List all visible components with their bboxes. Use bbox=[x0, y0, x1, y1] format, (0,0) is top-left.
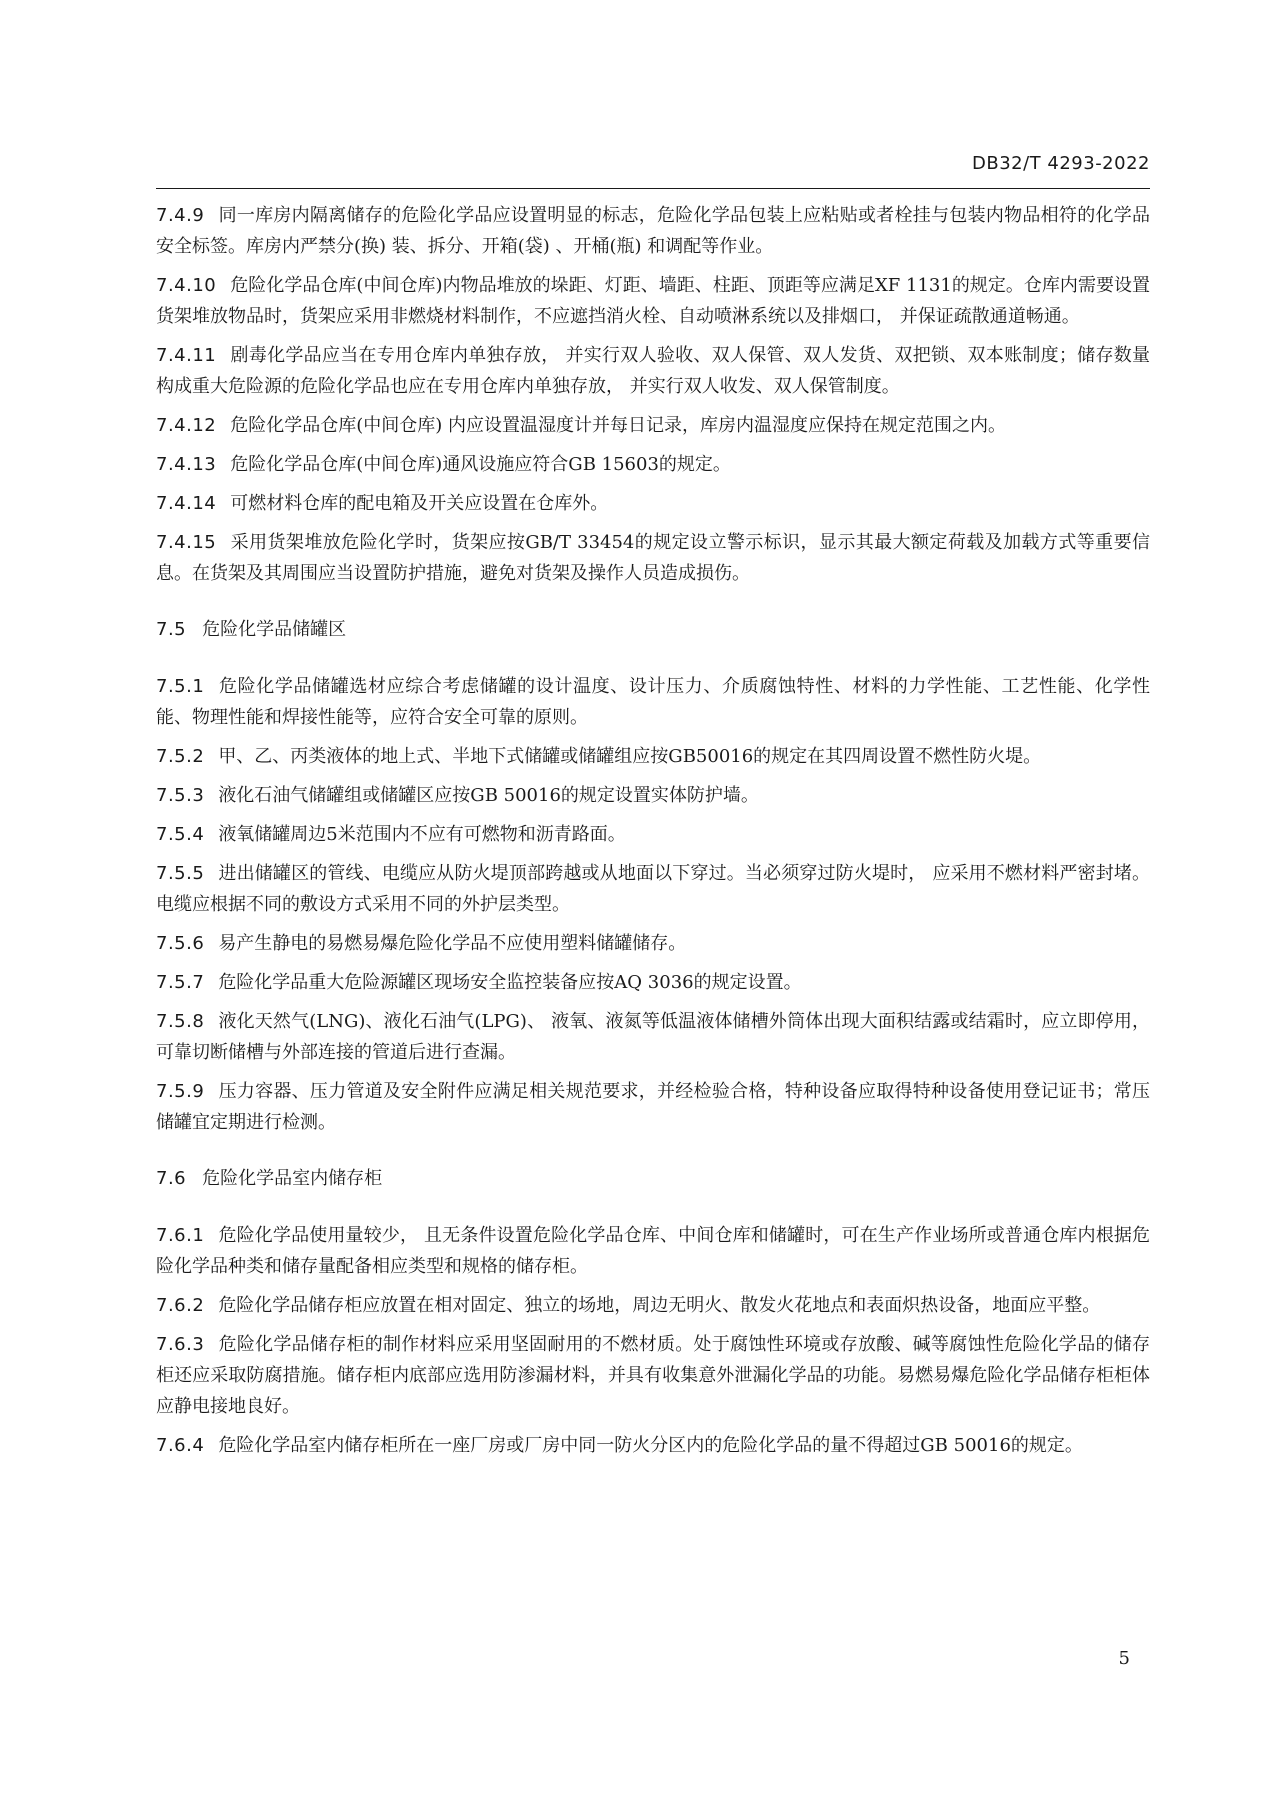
clause-7-6-1 bbox=[156, 1220, 1150, 1282]
clause-number: 7.4.12 bbox=[156, 415, 217, 436]
clause-number: 7.5.9 bbox=[156, 1081, 205, 1102]
clause-number: 7.6.2 bbox=[156, 1295, 205, 1316]
clause-text: 危险化学品仓库(中间仓库)通风设施应符合GB 15603的规定。 bbox=[230, 454, 731, 475]
clause-7-5-2 bbox=[156, 741, 1150, 772]
clause-7-5-3 bbox=[156, 780, 1150, 811]
clause-7-6-2 bbox=[156, 1290, 1150, 1321]
clause-text: 液化天然气(LNG)、液化石油气(LPG)、 液氧、液氮等低温液体储槽外筒体出现大面积结露或结霜时，应立即停用，可靠切断储槽与外部连接的管道后进行查漏。 bbox=[156, 1011, 1150, 1063]
clause-number: 7.6.3 bbox=[156, 1334, 205, 1355]
header-divider bbox=[156, 188, 1150, 189]
clause-7-5-5 bbox=[156, 858, 1150, 920]
clause-7-6-4 bbox=[156, 1430, 1150, 1461]
section-7-6 bbox=[156, 1163, 1150, 1461]
section-7-5 bbox=[156, 614, 1150, 1138]
section-number: 7.6 bbox=[156, 1168, 187, 1189]
clause-7-5-4 bbox=[156, 819, 1150, 850]
section-title: 危险化学品储罐区 bbox=[202, 619, 347, 640]
clause-7-4-9 bbox=[156, 200, 1150, 262]
clause-7-4-15 bbox=[156, 527, 1150, 589]
clause-7-4-11 bbox=[156, 340, 1150, 402]
clause-text: 危险化学品室内储存柜所在一座厂房或厂房中同一防火分区内的危险化学品的量不得超过GB 50016的规定。 bbox=[218, 1435, 1083, 1456]
clause-7-5-1 bbox=[156, 671, 1150, 733]
section-heading bbox=[156, 614, 1150, 645]
clause-text: 危险化学品重大危险源罐区现场安全监控装备应按AQ 3036的规定设置。 bbox=[218, 972, 802, 993]
clause-number: 7.5.3 bbox=[156, 785, 205, 806]
clause-number: 7.5.2 bbox=[156, 746, 205, 767]
clause-7-5-8 bbox=[156, 1006, 1150, 1068]
clause-text: 进出储罐区的管线、电缆应从防火堤顶部跨越或从地面以下穿过。当必须穿过防火堤时， 应采用不燃材料严密封堵。电缆应根据不同的敷设方式采用不同的外护层类型。 bbox=[156, 863, 1150, 915]
clause-number: 7.4.10 bbox=[156, 275, 217, 296]
clause-number: 7.5.5 bbox=[156, 863, 205, 884]
clause-number: 7.6.1 bbox=[156, 1225, 205, 1246]
clause-7-6-3 bbox=[156, 1329, 1150, 1422]
clause-text: 液氧储罐周边5米范围内不应有可燃物和沥青路面。 bbox=[218, 824, 626, 845]
clause-7-5-6 bbox=[156, 928, 1150, 959]
clause-number: 7.5.7 bbox=[156, 972, 205, 993]
document-code: DB32/T 4293-2022 bbox=[971, 153, 1150, 174]
clause-number: 7.4.13 bbox=[156, 454, 217, 475]
clause-text: 危险化学品使用量较少， 且无条件设置危险化学品仓库、中间仓库和储罐时，可在生产作业场所或普通仓库内根据危险化学品种类和储存量配备相应类型和规格的储存柜。 bbox=[156, 1225, 1150, 1277]
clause-text: 甲、乙、丙类液体的地上式、半地下式储罐或储罐组应按GB50016的规定在其四周设置不燃性防火堤。 bbox=[218, 746, 1042, 767]
section-title: 危险化学品室内储存柜 bbox=[202, 1168, 383, 1189]
clause-number: 7.4.9 bbox=[156, 205, 205, 226]
clause-text: 危险化学品储存柜应放置在相对固定、独立的场地，周边无明火、散发火花地点和表面炽热设备，地面应平整。 bbox=[218, 1295, 1101, 1316]
section-heading bbox=[156, 1163, 1150, 1194]
clause-text: 采用货架堆放危险化学时，货架应按GB/T 33454的规定设立警示标识，显示其最大额定荷载及加载方式等重要信息。在货架及其周围应当设置防护措施，避免对货架及操作人员造成损伤。 bbox=[156, 532, 1150, 584]
clause-7-5-7 bbox=[156, 967, 1150, 998]
clause-7-5-9 bbox=[156, 1076, 1150, 1138]
clause-text: 同一库房内隔离储存的危险化学品应设置明显的标志，危险化学品包装上应粘贴或者栓挂与包装内物品相符的化学品安全标签。库房内严禁分(换) 装、拆分、开箱(袋) 、开桶(瓶) 和调配等作业。 bbox=[156, 205, 1150, 257]
clause-number: 7.4.11 bbox=[156, 345, 217, 366]
clause-number: 7.5.6 bbox=[156, 933, 205, 954]
clause-text: 危险化学品储罐选材应综合考虑储罐的设计温度、设计压力、介质腐蚀特性、材料的力学性能、工艺性能、化学性能、物理性能和焊接性能等，应符合安全可靠的原则。 bbox=[156, 676, 1150, 728]
clause-7-4-10 bbox=[156, 270, 1150, 332]
section-number: 7.5 bbox=[156, 619, 187, 640]
clause-text: 危险化学品仓库(中间仓库) 内应设置温湿度计并每日记录，库房内温湿度应保持在规定范围之内。 bbox=[230, 415, 1007, 436]
clause-number: 7.5.8 bbox=[156, 1011, 205, 1032]
clause-text: 易产生静电的易燃易爆危险化学品不应使用塑料储罐储存。 bbox=[218, 933, 687, 954]
clause-7-4-14 bbox=[156, 488, 1150, 519]
clause-7-4-12 bbox=[156, 410, 1150, 441]
clause-text: 压力容器、压力管道及安全附件应满足相关规范要求，并经检验合格，特种设备应取得特种设备使用登记证书；常压储罐宜定期进行检测。 bbox=[156, 1081, 1150, 1133]
clause-7-4-13 bbox=[156, 449, 1150, 480]
clause-number: 7.4.15 bbox=[156, 532, 217, 553]
clause-text: 危险化学品仓库(中间仓库)内物品堆放的垛距、灯距、墙距、柱距、顶距等应满足XF 1131的规定。仓库内需要设置货架堆放物品时，货架应采用非燃烧材料制作，不应遮挡消火栓、自动喷淋系统以及排烟口， 并保证疏散通道畅通。 bbox=[156, 275, 1150, 327]
clause-number: 7.6.4 bbox=[156, 1435, 205, 1456]
clause-text: 剧毒化学品应当在专用仓库内单独存放， 并实行双人验收、双人保管、双人发货、双把锁、双本账制度；储存数量构成重大危险源的危险化学品也应在专用仓库内单独存放， 并实行双人收发、双人保管制度。 bbox=[156, 345, 1150, 397]
clause-number: 7.4.14 bbox=[156, 493, 217, 514]
section-7-4 bbox=[156, 200, 1150, 589]
clause-number: 7.5.1 bbox=[156, 676, 205, 697]
clause-text: 可燃材料仓库的配电箱及开关应设置在仓库外。 bbox=[230, 493, 609, 514]
clause-text: 危险化学品储存柜的制作材料应采用坚固耐用的不燃材质。处于腐蚀性环境或存放酸、碱等腐蚀性危险化学品的储存柜还应采取防腐措施。储存柜内底部应选用防渗漏材料，并具有收集意外泄漏化学品的功能。易燃易爆危险化学品储存柜柜体应静电接地良好。 bbox=[156, 1334, 1150, 1417]
page-number: 5 bbox=[1118, 1648, 1130, 1669]
page-content bbox=[156, 200, 1150, 1469]
clause-number: 7.5.4 bbox=[156, 824, 205, 845]
clause-text: 液化石油气储罐组或储罐区应按GB 50016的规定设置实体防护墙。 bbox=[218, 785, 759, 806]
